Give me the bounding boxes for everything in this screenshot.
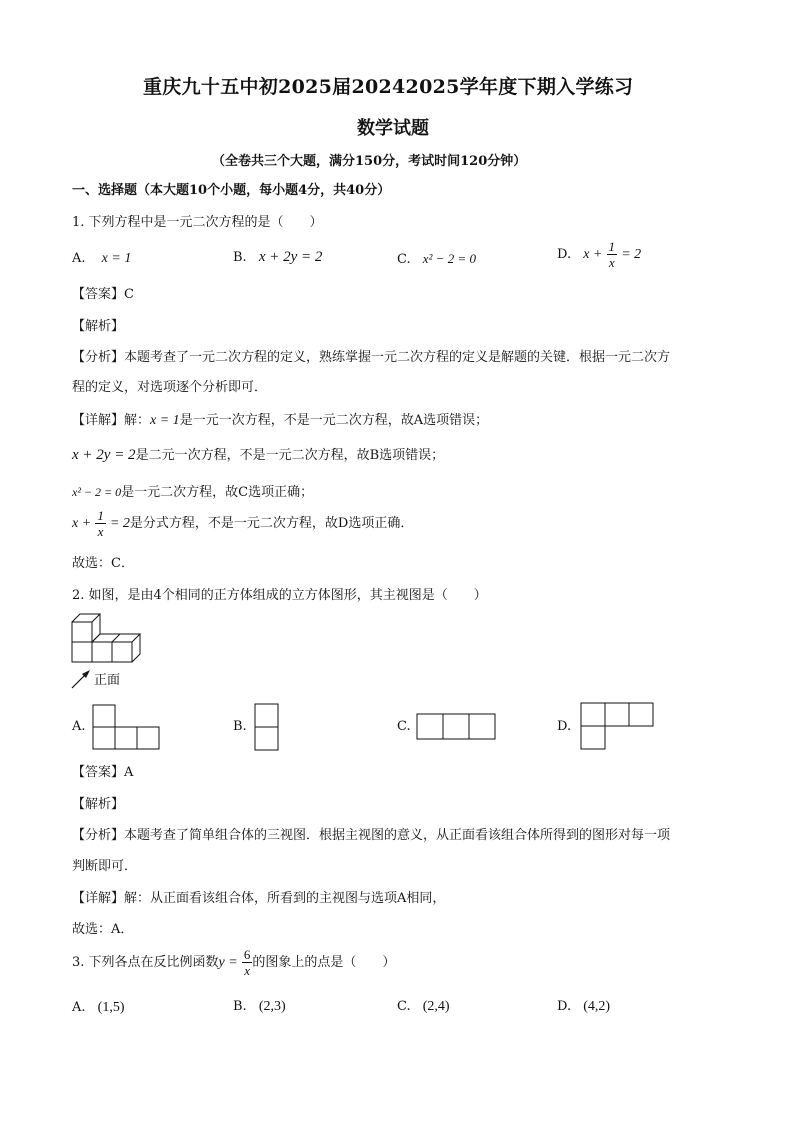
q2-option-b-figure <box>254 703 280 751</box>
fraction <box>607 240 618 269</box>
option-value: (1,5) <box>97 1000 125 1015</box>
numerator: 6 <box>243 947 251 962</box>
exam-note: （全卷共三个大题，满分150分，考试时间120分钟） <box>212 154 527 169</box>
option-label: B. <box>233 250 247 265</box>
detail-math: x² − 2 = 0 <box>72 485 122 499</box>
q2-front-label: 正面 <box>94 673 121 688</box>
option-value: (2,4) <box>422 999 450 1014</box>
q2-option-a-label: A. <box>72 719 86 734</box>
q2-jiexi: 【解析】 <box>72 797 125 812</box>
q2-analysis-2: 判断即可． <box>72 859 138 874</box>
q3-option-b <box>233 999 286 1015</box>
q2-option-a-figure <box>92 704 162 750</box>
q2-option-d-label: D. <box>557 719 572 734</box>
option-label: A. <box>72 251 86 266</box>
q2-analysis-1: 【分析】本题考查了简单组合体的三视图．根据主视图的意义，从正面看该组合体所得到的图形对每一项 <box>72 828 671 843</box>
denominator: x <box>608 255 615 270</box>
q2-option-c-label: C. <box>397 719 411 734</box>
q3-option-d <box>557 999 610 1015</box>
q1-analysis-1: 【分析】本题考查了一元二次方程的定义，熟练掌握一元二次方程的定义是解题的关键．根据一元二次方 <box>72 350 671 365</box>
q3-option-a <box>72 1000 125 1016</box>
detail-math: x = 1 <box>150 413 180 428</box>
q2-option-b-label: B. <box>233 719 247 734</box>
denominator: x <box>244 963 250 978</box>
option-math: x + 2y = 2 <box>258 249 323 265</box>
option-math-post: = 2 <box>621 247 642 262</box>
detail-text: 是一元二次方程，故C选项正确； <box>121 485 314 500</box>
detail-text: 是一元一次方程，不是一元二次方程，故A选项错误； <box>179 413 489 428</box>
fraction <box>95 509 106 538</box>
detail-math-post: = 2 <box>109 516 130 531</box>
stem-post: 的图象上的点是（ ） <box>252 955 396 970</box>
detail-math: x + 2y = 2 <box>72 447 136 463</box>
q1-analysis-2: 程的定义，对选项逐个分析即可． <box>72 380 268 395</box>
subject-title: 数学试题 <box>357 118 429 139</box>
fraction <box>242 948 253 977</box>
exam-title: 重庆九十五中初2025届20242025学年度下期入学练习 <box>143 76 634 98</box>
q1-detail-1 <box>72 413 488 429</box>
q1-detail-3 <box>72 484 313 501</box>
option-value: (4,2) <box>583 999 611 1014</box>
q1-stem: 1. 下列方程中是一元二次方程的是（ ） <box>72 215 323 230</box>
q3-stem <box>72 948 395 977</box>
option-label: D. <box>557 999 572 1014</box>
option-math: x = 1 <box>101 251 132 266</box>
q1-detail-4 <box>72 509 413 538</box>
detail-text: 是分式方程，不是一元二次方程，故D选项正确． <box>129 516 414 531</box>
denominator: x <box>97 524 104 539</box>
numerator: 1 <box>608 239 616 254</box>
q2-stem: 2. 如图，是由4个相同的正方体组成的立方体图形，其主视图是（ ） <box>72 588 487 603</box>
option-math-pre: x + <box>583 247 603 262</box>
option-label: C. <box>397 999 411 1014</box>
stem-func: y = <box>218 955 238 970</box>
numerator: 1 <box>97 508 104 523</box>
q1-option-a <box>72 251 131 267</box>
option-value: (2,3) <box>258 999 286 1014</box>
q1-option-b <box>233 249 322 266</box>
q2-option-d-figure <box>580 702 656 750</box>
option-label: B. <box>233 999 247 1014</box>
q2-option-c-figure <box>416 713 498 741</box>
q1-answer: 【答案】C <box>72 287 134 302</box>
q2-choice: 故选：A． <box>72 922 134 937</box>
option-label: A. <box>72 1000 86 1015</box>
q1-option-d <box>557 240 641 269</box>
q2-detail: 【详解】解：从正面看该组合体，所看到的主视图与选项A相同， <box>72 891 446 906</box>
q1-detail-2 <box>72 447 444 464</box>
option-math: x² − 2 = 0 <box>422 251 476 266</box>
q1-option-c <box>397 251 476 268</box>
q1-choice: 故选：C． <box>72 556 134 571</box>
option-label: C. <box>397 252 411 267</box>
q2-answer: 【答案】A <box>72 765 134 780</box>
detail-prefix: 【详解】解： <box>72 413 151 428</box>
option-label: D. <box>557 247 572 262</box>
detail-math-pre: x + <box>72 516 92 531</box>
detail-text: 是二元一次方程，不是一元二次方程，故B选项错误； <box>135 448 445 463</box>
q1-jiexi: 【解析】 <box>72 319 125 334</box>
q3-option-c <box>397 999 450 1015</box>
stem-pre: 3. 下列各点在反比例函数 <box>72 955 219 970</box>
section-heading: 一、选择题（本大题10个小题，每小题4分，共40分） <box>72 183 391 198</box>
